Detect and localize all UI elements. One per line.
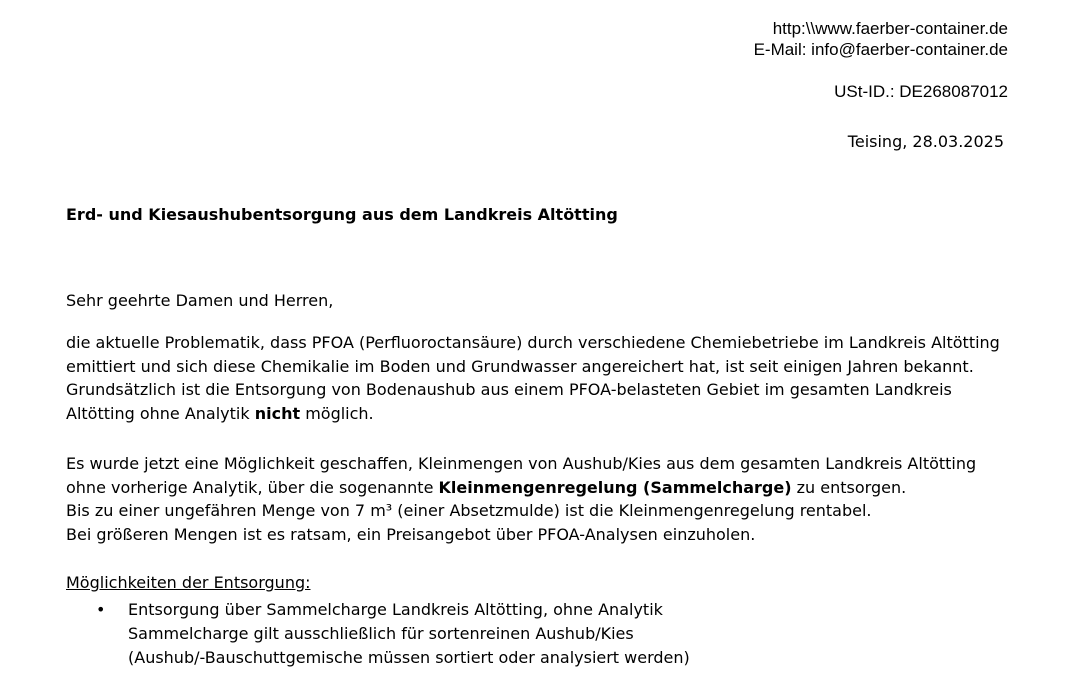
paragraph-2-line-2	[66, 476, 1026, 500]
salutation-text: Sehr geehrte Damen und Herren,	[66, 291, 334, 310]
paragraph-1-line-1: die aktuelle Problematik, dass PFOA (Perfluoroctansäure) durch verschiedene Chemiebetriebe im Landkreis Altötting	[66, 333, 1000, 352]
bullet-icon: •	[96, 600, 106, 619]
options-heading: Möglichkeiten der Entsorgung:	[66, 573, 311, 592]
paragraph-1-line-4	[66, 402, 1026, 426]
paragraph-2-line-3: Bis zu einer ungefähren Menge von 7 m³ (einer Absetzmulde) ist die Kleinmengenregelung rentabel.	[66, 501, 872, 520]
paragraph-2-line-4: Bei größeren Mengen ist es ratsam, ein Preisangebot über PFOA-Analysen einzuholen.	[66, 524, 756, 544]
place-date: Teising, 28.03.2025	[847, 132, 1004, 151]
email-line[interactable]: E-Mail: info@faerber-container.de	[753, 40, 1008, 59]
paragraph-2	[66, 452, 1026, 546]
emphasis-kleinmengenregelung: Kleinmengenregelung (Sammelcharge)	[438, 477, 792, 497]
paragraph-1-line-2: emittiert und sich diese Chemikalie im Boden und Grundwasser angereichert hat, ist seit einigen Jahren bekannt.	[66, 356, 974, 376]
emphasis-nicht: nicht	[254, 403, 301, 423]
letterhead-contact	[754, 18, 1008, 60]
paragraph-1-line-4-start: Altötting ohne Analytik	[66, 403, 255, 423]
paragraph-2-line-2-start: ohne vorherige Analytik, über die sogenannte	[66, 477, 439, 497]
options-list	[96, 598, 690, 670]
list-item	[96, 598, 690, 622]
paragraph-1-line-3: Grundsätzlich ist die Entsorgung von Bodenaushub aus einem PFOA-belasteten Gebiet im gesamten Landkreis	[66, 380, 952, 399]
option-1-line-3: (Aushub/-Bauschuttgemische müssen sortiert oder analysiert werden)	[128, 648, 690, 667]
website-link[interactable]: http:\\www.faerber-container.de	[772, 19, 1008, 38]
paragraph-2-line-1: Es wurde jetzt eine Möglichkeit geschaffen, Kleinmengen von Aushub/Kies aus dem gesamten Landkreis Altötting	[66, 454, 977, 473]
salutation	[66, 289, 1026, 313]
paragraph-2-line-2-end: zu entsorgen.	[791, 477, 907, 497]
option-1-line-2: Sammelcharge gilt ausschließlich für sortenreinen Aushub/Kies	[128, 624, 634, 643]
letter-subject: Erd- und Kiesaushubentsorgung aus dem Landkreis Altötting	[66, 205, 618, 224]
vat-id: USt-ID.: DE268087012	[834, 82, 1008, 101]
paragraph-1	[66, 331, 1026, 425]
option-1-line-1: Entsorgung über Sammelcharge Landkreis Altötting, ohne Analytik	[128, 600, 663, 619]
paragraph-1-line-4-end: möglich.	[300, 403, 374, 423]
